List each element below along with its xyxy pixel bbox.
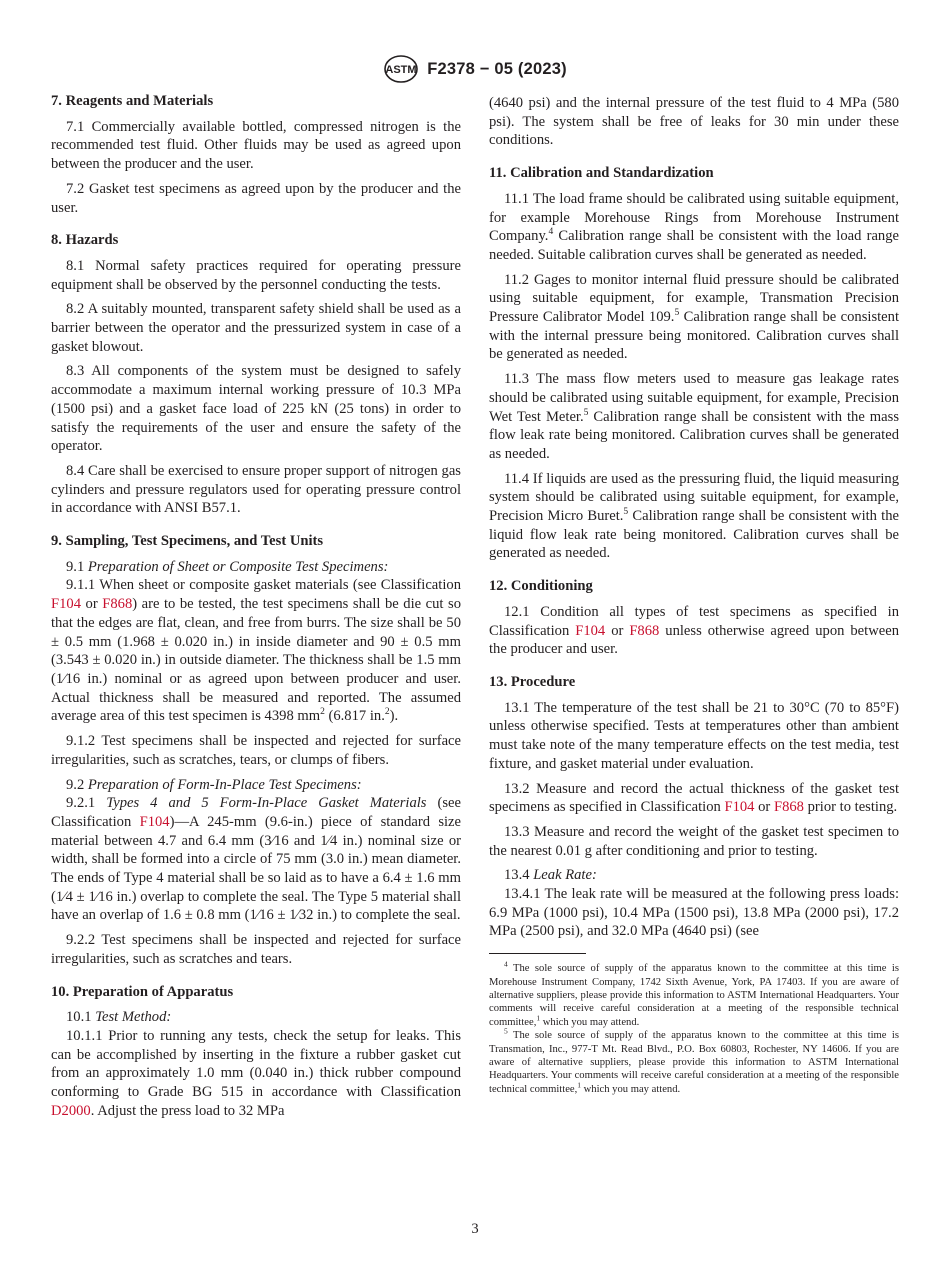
section-heading: 11. Calibration and Standardization: [489, 165, 714, 182]
right-column: [489, 94, 899, 1096]
paragraph: 8.1 Normal safety practices required for operating pressure equipment shall be observed by the personnel conducting the tests.: [51, 257, 461, 293]
link-d2000[interactable]: D2000: [51, 1102, 91, 1119]
link-f868[interactable]: F868: [102, 596, 133, 613]
paragraph: 10.1 Test Method:: [66, 1009, 172, 1026]
section-heading: 7. Reagents and Materials: [51, 93, 214, 109]
paragraph: 9.1.1 When sheet or composite gasket materials (see Classification F104 or F868) are to be tested, the test specimens shall be die cut so that the edges are flat, clean, and free from burrs. The size shall be 50 ± 0.5 mm (1.968 ± 0.020 in.) in inside diameter and 90 ± 0.5 mm (3.543 ± 0.020 in.) in outside diameter. The thickness shall be 1.5 mm (1⁄16 in.) nominal or as agreed upon between producer and user. Actual thickness shall be measured and reported. The assumed average area of this test specimen is 4398 $mm^2$ (6.817 in.$^2$).: [51, 577, 461, 725]
link-f104[interactable]: F104: [724, 799, 755, 816]
link-f104[interactable]: F104: [139, 813, 170, 830]
astm-logo: [383, 54, 419, 84]
paragraph: 9.1 Preparation of Sheet or Composite Test Specimens:: [66, 558, 389, 575]
paragraph: 13.2 Measure and record the actual thickness of the gasket test specimens as specified in Classification F104 or F868 prior to testing.: [489, 780, 899, 816]
section-heading: 13. Procedure: [489, 673, 576, 690]
paragraph: 12.1 Condition all types of test specimens as specified in Classification F104 or F868 unless otherwise agreed upon between the producer and user.: [489, 603, 900, 658]
paragraph: (4640 psi) and the internal pressure of the test fluid to 4 MPa (580 psi). The system shall be free of leaks for 30 min under these conditions.: [489, 95, 899, 149]
paragraph: 9.2.1 Types 4 and 5 Form-In-Place Gasket Materials (see Classification F104)—A 245-mm (9.6-in.) piece of standard size material between 4.7 and 6.4 mm (3⁄16 and 1⁄4 in.) nominal size or width, shall be formed into a circle of 75 mm (3.0 in.) mean diameter. The ends of Type 4 material shall be so laid as to have a 6.4 ± 1.6 mm (1⁄4 ± 1⁄16 in.) overlap to complete the seal. The Type 5 material shall have an overlap of 1.6 ± 0.8 mm (1⁄16 ± 1⁄32 in.) to complete the seal.: [51, 795, 462, 924]
paragraph: 11.4 If liquids are used as the pressuring fluid, the liquid measuring system should be calibrated using suitable equipment, for example, Precision Micro Buret.$^5$ Calibration range shall be consistent with the liquid flow leak rate being monitored. Calibration curves shall be generated as needed.: [489, 470, 899, 562]
footnote-5: $^5$ The sole source of supply of the apparatus known to the committee at this time is Transmation, Inc., 977-T Mt. Read Blvd., P.O. Box 60803, Rochester, NY 14606. If you are aware of alternative suppliers, please provide this information to ASTM International Headquarters. Your comments will receive careful consideration at a meeting of the responsible technical committee,$^1$ which you may attend.: [489, 1026, 899, 1095]
section-heading: 12. Conditioning: [489, 578, 593, 595]
paragraph: 13.4.1 The leak rate will be measured at the following press loads: 6.9 MPa (1000 psi), 10.4 MPa (1500 psi), 13.8 MPa (2000 psi), 17.2 MPa (2500 psi), and 32.0 MPa (4640 psi) (see: [489, 886, 899, 940]
paragraph: 7.2 Gasket test specimens as agreed upon by the producer and the user.: [51, 180, 461, 216]
paragraph: 8.2 A suitably mounted, transparent safety shield shall be used as a barrier between the operator and the pressurized system in case of a gasket blowout.: [51, 301, 461, 355]
paragraph: 7.1 Commercially available bottled, compressed nitrogen is the recommended test fluid. Other fluids may be used as agreed upon between the producer and the user.: [51, 118, 461, 173]
paragraph: 13.4 Leak Rate:: [504, 867, 597, 884]
footnote-4: $^4$ The sole source of supply of the apparatus known to the committee at this time is Morehouse Instrument Company, 1742 Sixth Avenue, York, PA 17403. If you are aware of alternative suppliers, please provide this information to ASTM International Headquarters. Your comments will receive careful consideration at a meeting of the responsible technical committee,$^1$ which you may attend.: [489, 959, 899, 1028]
link-f104[interactable]: F104: [51, 596, 82, 613]
paragraph: 13.1 The temperature of the test shall be 21 to 30°C (70 to 85°F) unless otherwise specified. Tests at temperatures other than ambient must take note of the many temperature effects on the test media, test fixture, and gasket material under evaluation.: [489, 699, 899, 772]
paragraph: 11.1 The load frame should be calibrated using suitable equipment, for example Morehouse Rings from Morehouse Instrument Company.$^4$ Calibration range shall be consistent with the load range needed. Suitable calibration curves shall be generated as needed.: [489, 190, 899, 263]
page-header: [0, 54, 950, 84]
paragraph: 9.2.2 Test specimens shall be inspected and rejected for surface irregularities, such as scratches and tears.: [51, 932, 461, 967]
paragraph: 13.3 Measure and record the weight of the gasket test specimen to the nearest 0.01 g after conditioning and prior to testing.: [489, 823, 899, 859]
section-heading: 8. Hazards: [51, 232, 119, 249]
paragraph: 11.3 The mass flow meters used to measure gas leakage rates should be calibrated using suitable equipment, for example, Precision Wet Test Meter.$^5$ Calibration range shall be consistent with the mass flow leak rate being monitored. Calibration curves shall be generated as needed.: [489, 371, 899, 462]
link-f868[interactable]: F868: [629, 622, 660, 639]
paragraph: 9.2 Preparation of Form-In-Place Test Specimens:: [66, 776, 362, 793]
paragraph: 11.2 Gages to monitor internal fluid pressure should be calibrated using suitable equipment, for example, Transmation Precision Pressure Calibrator Model 109.$^5$ Calibration range shall be consistent with the internal pressure being monitored. Calibration curves shall be generated as needed.: [489, 271, 900, 363]
section-heading: 10. Preparation of Apparatus: [51, 983, 234, 1000]
left-column: [51, 92, 461, 1126]
paragraph: 9.1.2 Test specimens shall be inspected and rejected for surface irregularities, such as scratches, tears, or clumps of fibers.: [51, 733, 461, 768]
document-designation: F2378 − 05 (2023): [427, 59, 567, 78]
paragraph: 8.3 All components of the system must be designed to safely accommodate a maximum internal working pressure of 10.3 MPa (1500 psi) and a gasket face load of 225 kN (25 tons) in order to satisfy the requirements of the user and ensure the safety of the operator.: [51, 363, 461, 455]
section-heading: 9. Sampling, Test Specimens, and Test Units: [51, 533, 324, 550]
footnotes: [489, 959, 899, 1096]
paragraph: 10.1.1 Prior to running any tests, check the setup for leaks. This can be accomplished by inserting in the fixture a rubber gasket cut from an approximately 1.0 mm (0.040 in.) thick rubber compound conforming to Grade BG 515 in accordance with Classification D2000. Adjust the press load to 32 MPa: [51, 1027, 461, 1119]
footnote-divider: [489, 953, 586, 954]
link-f868[interactable]: F868: [773, 799, 804, 816]
paragraph: 8.4 Care shall be exercised to ensure proper support of nitrogen gas cylinders and pressure regulators used for operating pressure control in accordance with ANSI B57.1.: [51, 462, 461, 517]
page-number: 3: [471, 1221, 479, 1237]
astm-logo-icon: [383, 54, 419, 84]
svg-text:ASTM: ASTM: [385, 64, 417, 76]
link-f104[interactable]: F104: [575, 622, 606, 639]
